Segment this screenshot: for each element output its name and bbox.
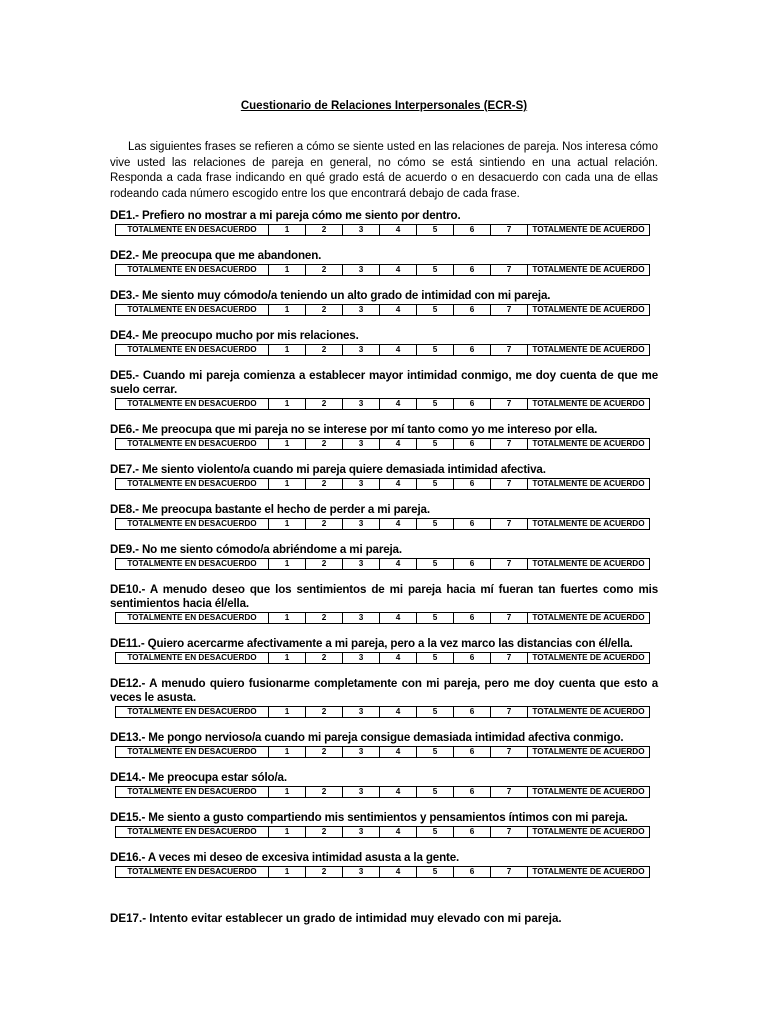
question-item [110, 637, 658, 664]
scale-option-2[interactable]: 2 [306, 747, 343, 757]
question-text: DE13.- Me pongo nervioso/a cuando mi pareja consigue demasiada intimidad afectiva conmigo. [110, 731, 624, 744]
scale-option-2[interactable]: 2 [306, 827, 343, 837]
scale-option-6[interactable]: 6 [454, 265, 491, 275]
scale-low-label: TOTALMENTE EN DESACUERDO [116, 653, 269, 663]
scale-low-label: TOTALMENTE EN DESACUERDO [116, 439, 269, 449]
question-text: DE4.- Me preocupo mucho por mis relaciones. [110, 329, 359, 342]
rating-scale [115, 264, 650, 276]
question-item [110, 423, 658, 450]
scale-option-3[interactable]: 3 [343, 225, 380, 235]
scale-high-label: TOTALMENTE DE ACUERDO [532, 305, 645, 314]
question-text: DE1.- Prefiero no mostrar a mi pareja cómo me siento por dentro. [110, 209, 461, 222]
scale-option-7[interactable]: 7 [491, 265, 528, 275]
scale-option-6[interactable]: 6 [454, 827, 491, 837]
scale-option-2[interactable]: 2 [306, 787, 343, 797]
scale-low-label: TOTALMENTE EN DESACUERDO [116, 225, 269, 235]
scale-option-1[interactable]: 1 [269, 613, 306, 623]
scale-low-label: TOTALMENTE EN DESACUERDO [116, 827, 269, 837]
scale-low-label: TOTALMENTE EN DESACUERDO [116, 399, 269, 409]
scale-option-5[interactable]: 5 [417, 559, 454, 569]
scale-option-3[interactable]: 3 [343, 653, 380, 663]
scale-high-label: TOTALMENTE DE ACUERDO [532, 827, 645, 836]
scale-option-1[interactable]: 1 [269, 225, 306, 235]
scale-option-5[interactable]: 5 [417, 439, 454, 449]
scale-option-3[interactable]: 3 [343, 867, 380, 877]
scale-low-label: TOTALMENTE EN DESACUERDO [116, 707, 269, 717]
scale-option-7[interactable]: 7 [491, 305, 528, 315]
scale-option-6[interactable]: 6 [454, 225, 491, 235]
question-item [110, 463, 658, 490]
rating-scale [115, 398, 650, 410]
scale-option-5[interactable]: 5 [417, 747, 454, 757]
scale-option-6[interactable]: 6 [454, 559, 491, 569]
scale-high-label: TOTALMENTE DE ACUERDO [532, 653, 645, 662]
question-item [110, 677, 658, 718]
scale-option-1[interactable]: 1 [269, 707, 306, 717]
scale-option-1[interactable]: 1 [269, 787, 306, 797]
scale-option-2[interactable]: 2 [306, 225, 343, 235]
question-item [110, 209, 658, 236]
question-item [110, 583, 658, 624]
scale-option-4[interactable]: 4 [380, 707, 417, 717]
scale-option-5[interactable]: 5 [417, 613, 454, 623]
scale-option-5[interactable]: 5 [417, 345, 454, 355]
scale-option-4[interactable]: 4 [380, 265, 417, 275]
question-item [110, 503, 658, 530]
question-text: DE12.- A menudo quiero fusionarme completamente con mi pareja, pero me doy cuenta que esto a veces le asusta. [110, 677, 658, 704]
scale-high-label: TOTALMENTE DE ACUERDO [532, 225, 645, 234]
scale-low-label: TOTALMENTE EN DESACUERDO [116, 265, 269, 275]
scale-option-6[interactable]: 6 [454, 439, 491, 449]
scale-option-4[interactable]: 4 [380, 827, 417, 837]
scale-option-1[interactable]: 1 [269, 827, 306, 837]
scale-option-3[interactable]: 3 [343, 345, 380, 355]
scale-high-label: TOTALMENTE DE ACUERDO [532, 787, 645, 796]
scale-option-4[interactable]: 4 [380, 867, 417, 877]
scale-option-4[interactable]: 4 [380, 787, 417, 797]
question-text: DE5.- Cuando mi pareja comienza a establecer mayor intimidad conmigo, me doy cuenta de que me suelo cerrar. [110, 369, 658, 396]
scale-option-6[interactable]: 6 [454, 653, 491, 663]
scale-option-2[interactable]: 2 [306, 867, 343, 877]
scale-option-5[interactable]: 5 [417, 867, 454, 877]
scale-low-label: TOTALMENTE EN DESACUERDO [116, 559, 269, 569]
scale-high-label: TOTALMENTE DE ACUERDO [532, 559, 645, 568]
scale-option-5[interactable]: 5 [417, 225, 454, 235]
scale-option-2[interactable]: 2 [306, 439, 343, 449]
scale-option-7[interactable]: 7 [491, 225, 528, 235]
rating-scale [115, 706, 650, 718]
scale-option-6[interactable]: 6 [454, 305, 491, 315]
question-text: DE6.- Me preocupa que mi pareja no se interese por mí tanto como yo me intereso por ella. [110, 423, 598, 436]
question-list [110, 209, 658, 891]
scale-option-3[interactable]: 3 [343, 827, 380, 837]
scale-option-2[interactable]: 2 [306, 345, 343, 355]
rating-scale [115, 304, 650, 316]
scale-option-1[interactable]: 1 [269, 305, 306, 315]
scale-high-label: TOTALMENTE DE ACUERDO [532, 345, 645, 354]
scale-low-label: TOTALMENTE EN DESACUERDO [116, 787, 269, 797]
question-text: DE10.- A menudo deseo que los sentimientos de mi pareja hacia mí fueran tan fuertes como mis sentimientos hacia él/ella. [110, 583, 658, 610]
scale-option-3[interactable]: 3 [343, 707, 380, 717]
scale-option-6[interactable]: 6 [454, 747, 491, 757]
scale-option-4[interactable]: 4 [380, 479, 417, 489]
question-de17: DE17.- Intento evitar establecer un grado de intimidad muy elevado con mi pareja. [110, 912, 562, 925]
scale-option-7[interactable]: 7 [491, 519, 528, 529]
question-item [110, 543, 658, 570]
rating-scale [115, 344, 650, 356]
scale-high-label: TOTALMENTE DE ACUERDO [532, 707, 645, 716]
scale-option-7[interactable]: 7 [491, 653, 528, 663]
scale-option-5[interactable]: 5 [417, 787, 454, 797]
question-item [110, 329, 658, 356]
rating-scale [115, 746, 650, 758]
question-text: DE2.- Me preocupa que me abandonen. [110, 249, 322, 262]
scale-option-2[interactable]: 2 [306, 707, 343, 717]
scale-option-1[interactable]: 1 [269, 479, 306, 489]
scale-option-3[interactable]: 3 [343, 787, 380, 797]
scale-high-label: TOTALMENTE DE ACUERDO [532, 399, 645, 408]
scale-option-6[interactable]: 6 [454, 707, 491, 717]
scale-option-4[interactable]: 4 [380, 439, 417, 449]
rating-scale [115, 478, 650, 490]
scale-option-3[interactable]: 3 [343, 399, 380, 409]
rating-scale [115, 558, 650, 570]
question-text: DE3.- Me siento muy cómodo/a teniendo un alto grado de intimidad con mi pareja. [110, 289, 551, 302]
scale-option-1[interactable]: 1 [269, 399, 306, 409]
scale-high-label: TOTALMENTE DE ACUERDO [532, 479, 645, 488]
scale-option-1[interactable]: 1 [269, 559, 306, 569]
scale-option-1[interactable]: 1 [269, 519, 306, 529]
scale-option-7[interactable]: 7 [491, 827, 528, 837]
scale-option-7[interactable]: 7 [491, 747, 528, 757]
scale-option-5[interactable]: 5 [417, 653, 454, 663]
scale-option-2[interactable]: 2 [306, 653, 343, 663]
scale-option-4[interactable]: 4 [380, 559, 417, 569]
scale-option-2[interactable]: 2 [306, 399, 343, 409]
question-text: DE15.- Me siento a gusto compartiendo mis sentimientos y pensamientos íntimos con mi pareja. [110, 811, 628, 824]
scale-option-1[interactable]: 1 [269, 345, 306, 355]
scale-option-5[interactable]: 5 [417, 479, 454, 489]
rating-scale [115, 612, 650, 624]
scale-option-5[interactable]: 5 [417, 519, 454, 529]
scale-option-3[interactable]: 3 [343, 305, 380, 315]
scale-high-label: TOTALMENTE DE ACUERDO [532, 439, 645, 448]
scale-option-4[interactable]: 4 [380, 305, 417, 315]
scale-option-7[interactable]: 7 [491, 867, 528, 877]
scale-option-2[interactable]: 2 [306, 305, 343, 315]
rating-scale [115, 866, 650, 878]
rating-scale [115, 224, 650, 236]
scale-high-label: TOTALMENTE DE ACUERDO [532, 867, 645, 876]
scale-option-7[interactable]: 7 [491, 707, 528, 717]
scale-option-3[interactable]: 3 [343, 613, 380, 623]
scale-option-7[interactable]: 7 [491, 559, 528, 569]
scale-option-4[interactable]: 4 [380, 225, 417, 235]
scale-option-2[interactable]: 2 [306, 265, 343, 275]
scale-option-2[interactable]: 2 [306, 519, 343, 529]
scale-high-label: TOTALMENTE DE ACUERDO [532, 519, 645, 528]
scale-option-3[interactable]: 3 [343, 519, 380, 529]
question-item [110, 369, 658, 410]
scale-option-5[interactable]: 5 [417, 707, 454, 717]
scale-option-7[interactable]: 7 [491, 439, 528, 449]
question-text: DE9.- No me siento cómodo/a abriéndome a mi pareja. [110, 543, 402, 556]
scale-option-4[interactable]: 4 [380, 345, 417, 355]
scale-option-6[interactable]: 6 [454, 399, 491, 409]
scale-option-5[interactable]: 5 [417, 399, 454, 409]
scale-option-6[interactable]: 6 [454, 479, 491, 489]
scale-option-4[interactable]: 4 [380, 519, 417, 529]
scale-option-6[interactable]: 6 [454, 867, 491, 877]
question-item [110, 249, 658, 276]
question-item [110, 731, 658, 758]
scale-option-2[interactable]: 2 [306, 559, 343, 569]
scale-option-5[interactable]: 5 [417, 265, 454, 275]
scale-option-6[interactable]: 6 [454, 345, 491, 355]
rating-scale [115, 826, 650, 838]
scale-option-1[interactable]: 1 [269, 439, 306, 449]
scale-option-7[interactable]: 7 [491, 345, 528, 355]
scale-option-1[interactable]: 1 [269, 265, 306, 275]
question-item [110, 811, 658, 838]
instructions-paragraph: Las siguientes frases se refieren a cómo se siente usted en las relaciones de pareja. Nos interesa cómo vive usted las relaciones de pareja en general, no cómo se está sintiendo en una actual relación. Responda a cada frase indicando en qué grado está de acuerdo o en desacuerdo con cada una de ellas rodeando cada número escogido entre los que encontrará debajo de cada frase. [110, 141, 658, 200]
scale-option-3[interactable]: 3 [343, 559, 380, 569]
scale-high-label: TOTALMENTE DE ACUERDO [532, 265, 645, 274]
question-text: DE8.- Me preocupa bastante el hecho de perder a mi pareja. [110, 503, 430, 516]
page-title: Cuestionario de Relaciones Interpersonales (ECR-S) [240, 100, 528, 112]
scale-option-6[interactable]: 6 [454, 519, 491, 529]
scale-option-5[interactable]: 5 [417, 305, 454, 315]
scale-low-label: TOTALMENTE EN DESACUERDO [116, 345, 269, 355]
rating-scale [115, 786, 650, 798]
scale-option-2[interactable]: 2 [306, 613, 343, 623]
scale-option-5[interactable]: 5 [417, 827, 454, 837]
scale-option-4[interactable]: 4 [380, 747, 417, 757]
scale-option-1[interactable]: 1 [269, 867, 306, 877]
scale-low-label: TOTALMENTE EN DESACUERDO [116, 613, 269, 623]
question-text: DE14.- Me preocupa estar sólo/a. [110, 771, 287, 784]
scale-option-3[interactable]: 3 [343, 265, 380, 275]
scale-option-4[interactable]: 4 [380, 399, 417, 409]
scale-option-1[interactable]: 1 [269, 653, 306, 663]
scale-low-label: TOTALMENTE EN DESACUERDO [116, 479, 269, 489]
question-text: DE7.- Me siento violento/a cuando mi pareja quiere demasiada intimidad afectiva. [110, 463, 546, 476]
question-item [110, 289, 658, 316]
scale-option-6[interactable]: 6 [454, 613, 491, 623]
scale-low-label: TOTALMENTE EN DESACUERDO [116, 747, 269, 757]
scale-option-3[interactable]: 3 [343, 479, 380, 489]
scale-option-1[interactable]: 1 [269, 747, 306, 757]
scale-high-label: TOTALMENTE DE ACUERDO [532, 613, 645, 622]
question-item [110, 851, 658, 878]
rating-scale [115, 518, 650, 530]
question-item [110, 771, 658, 798]
scale-option-3[interactable]: 3 [343, 747, 380, 757]
scale-option-7[interactable]: 7 [491, 787, 528, 797]
scale-option-2[interactable]: 2 [306, 479, 343, 489]
scale-option-7[interactable]: 7 [491, 399, 528, 409]
scale-low-label: TOTALMENTE EN DESACUERDO [116, 519, 269, 529]
scale-low-label: TOTALMENTE EN DESACUERDO [116, 867, 269, 877]
question-text: DE16.- A veces mi deseo de excesiva intimidad asusta a la gente. [110, 851, 460, 864]
rating-scale [115, 652, 650, 664]
scale-option-4[interactable]: 4 [380, 613, 417, 623]
scale-option-3[interactable]: 3 [343, 439, 380, 449]
question-text: DE11.- Quiero acercarme afectivamente a mi pareja, pero a la vez marco las distancias con él/ella. [110, 637, 633, 650]
scale-option-4[interactable]: 4 [380, 653, 417, 663]
scale-high-label: TOTALMENTE DE ACUERDO [532, 747, 645, 756]
scale-option-7[interactable]: 7 [491, 613, 528, 623]
scale-low-label: TOTALMENTE EN DESACUERDO [116, 305, 269, 315]
rating-scale [115, 438, 650, 450]
scale-option-6[interactable]: 6 [454, 787, 491, 797]
scale-option-7[interactable]: 7 [491, 479, 528, 489]
